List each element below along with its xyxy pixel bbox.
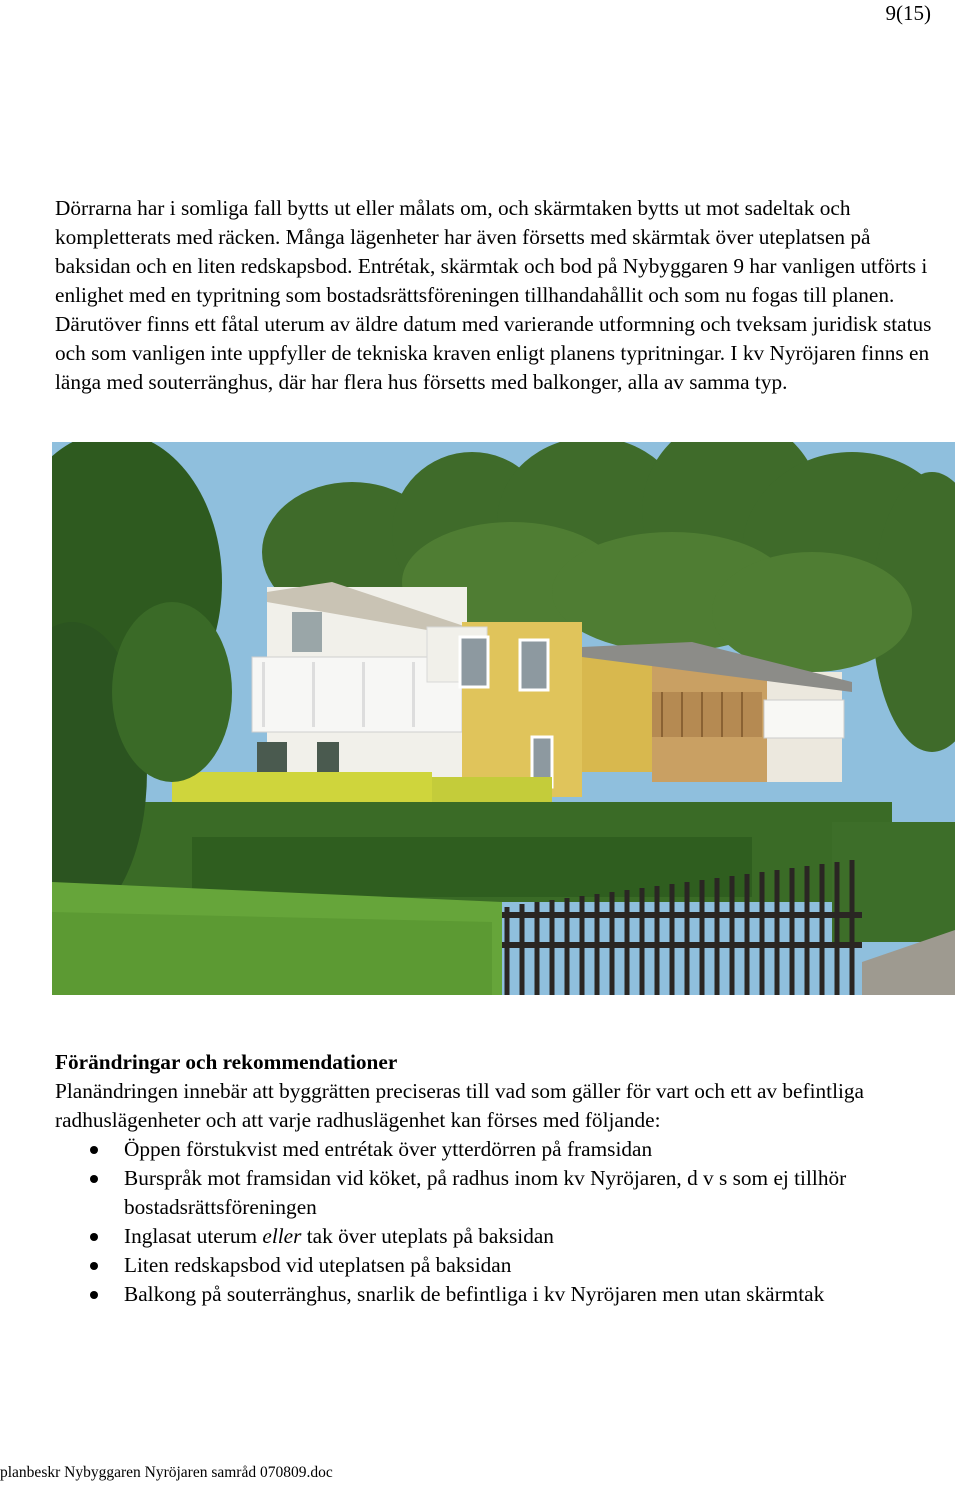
list-item-text: Burspråk mot framsidan vid köket, på radhus inom kv Nyröjaren, d v s som ej tillhör bostadsrättsföreningen — [124, 1166, 847, 1219]
page-number: 9(15) — [885, 1, 931, 25]
list-item-text-pre: Inglasat uterum — [124, 1224, 263, 1248]
list-item-text-post: tak över uteplats på baksidan — [301, 1224, 554, 1248]
section-heading: Förändringar och rekommendationer — [55, 1050, 398, 1074]
list-item — [55, 1280, 945, 1309]
list-item-text-emphasis: eller — [262, 1224, 302, 1248]
intro-paragraph: Dörrarna har i somliga fall bytts ut eller målats om, och skärmtaken bytts ut mot sadeltak och kompletterats med räcken. Många lägenheter har även försetts med skärmtak över uteplatsen på baksidan och en liten redskapsbod. Entrétak, skärmtak och bod på Nybyggaren 9 har vanligen utförts i enlighet med en typritning som bostadsrättsföreningen tillhandahållit och som nu fogas till planen. Därutöver finns ett fåtal uterum av äldre datum med varierande utformning och tveksam juridisk status och som vanligen inte uppfyller de tekniska kraven enligt planens typritningar. I kv Nyröjaren finns en länga med souterränghus, där har flera hus försetts med balkonger, alla av samma typ. — [55, 196, 932, 394]
list-item — [55, 1135, 945, 1164]
section-lead: Planändringen innebär att byggrätten preciseras till vad som gäller för vart och ett av befintliga radhuslägenheter och att varje radhuslägenhet kan förses med följande: — [55, 1079, 865, 1132]
recommendation-list — [55, 1135, 945, 1309]
footer-filename: planbeskr Nybyggaren Nyröjaren samråd 070809.doc — [0, 1464, 333, 1481]
list-item — [55, 1222, 945, 1251]
bullet-icon — [90, 1291, 98, 1299]
changes-section — [55, 1048, 945, 1309]
list-item — [55, 1251, 945, 1280]
bullet-icon — [90, 1146, 98, 1154]
bullet-icon — [90, 1233, 98, 1241]
list-item-text: Liten redskapsbod vid uteplatsen på baksidan — [124, 1253, 512, 1277]
bullet-icon — [90, 1262, 98, 1270]
list-item-text: Öppen förstukvist med entrétak över ytterdörren på framsidan — [124, 1137, 653, 1161]
house-photo — [52, 442, 955, 995]
list-item-text: Balkong på souterränghus, snarlik de befintliga i kv Nyröjaren men utan skärmtak — [124, 1282, 825, 1306]
bullet-icon — [90, 1175, 98, 1183]
list-item — [55, 1164, 945, 1222]
